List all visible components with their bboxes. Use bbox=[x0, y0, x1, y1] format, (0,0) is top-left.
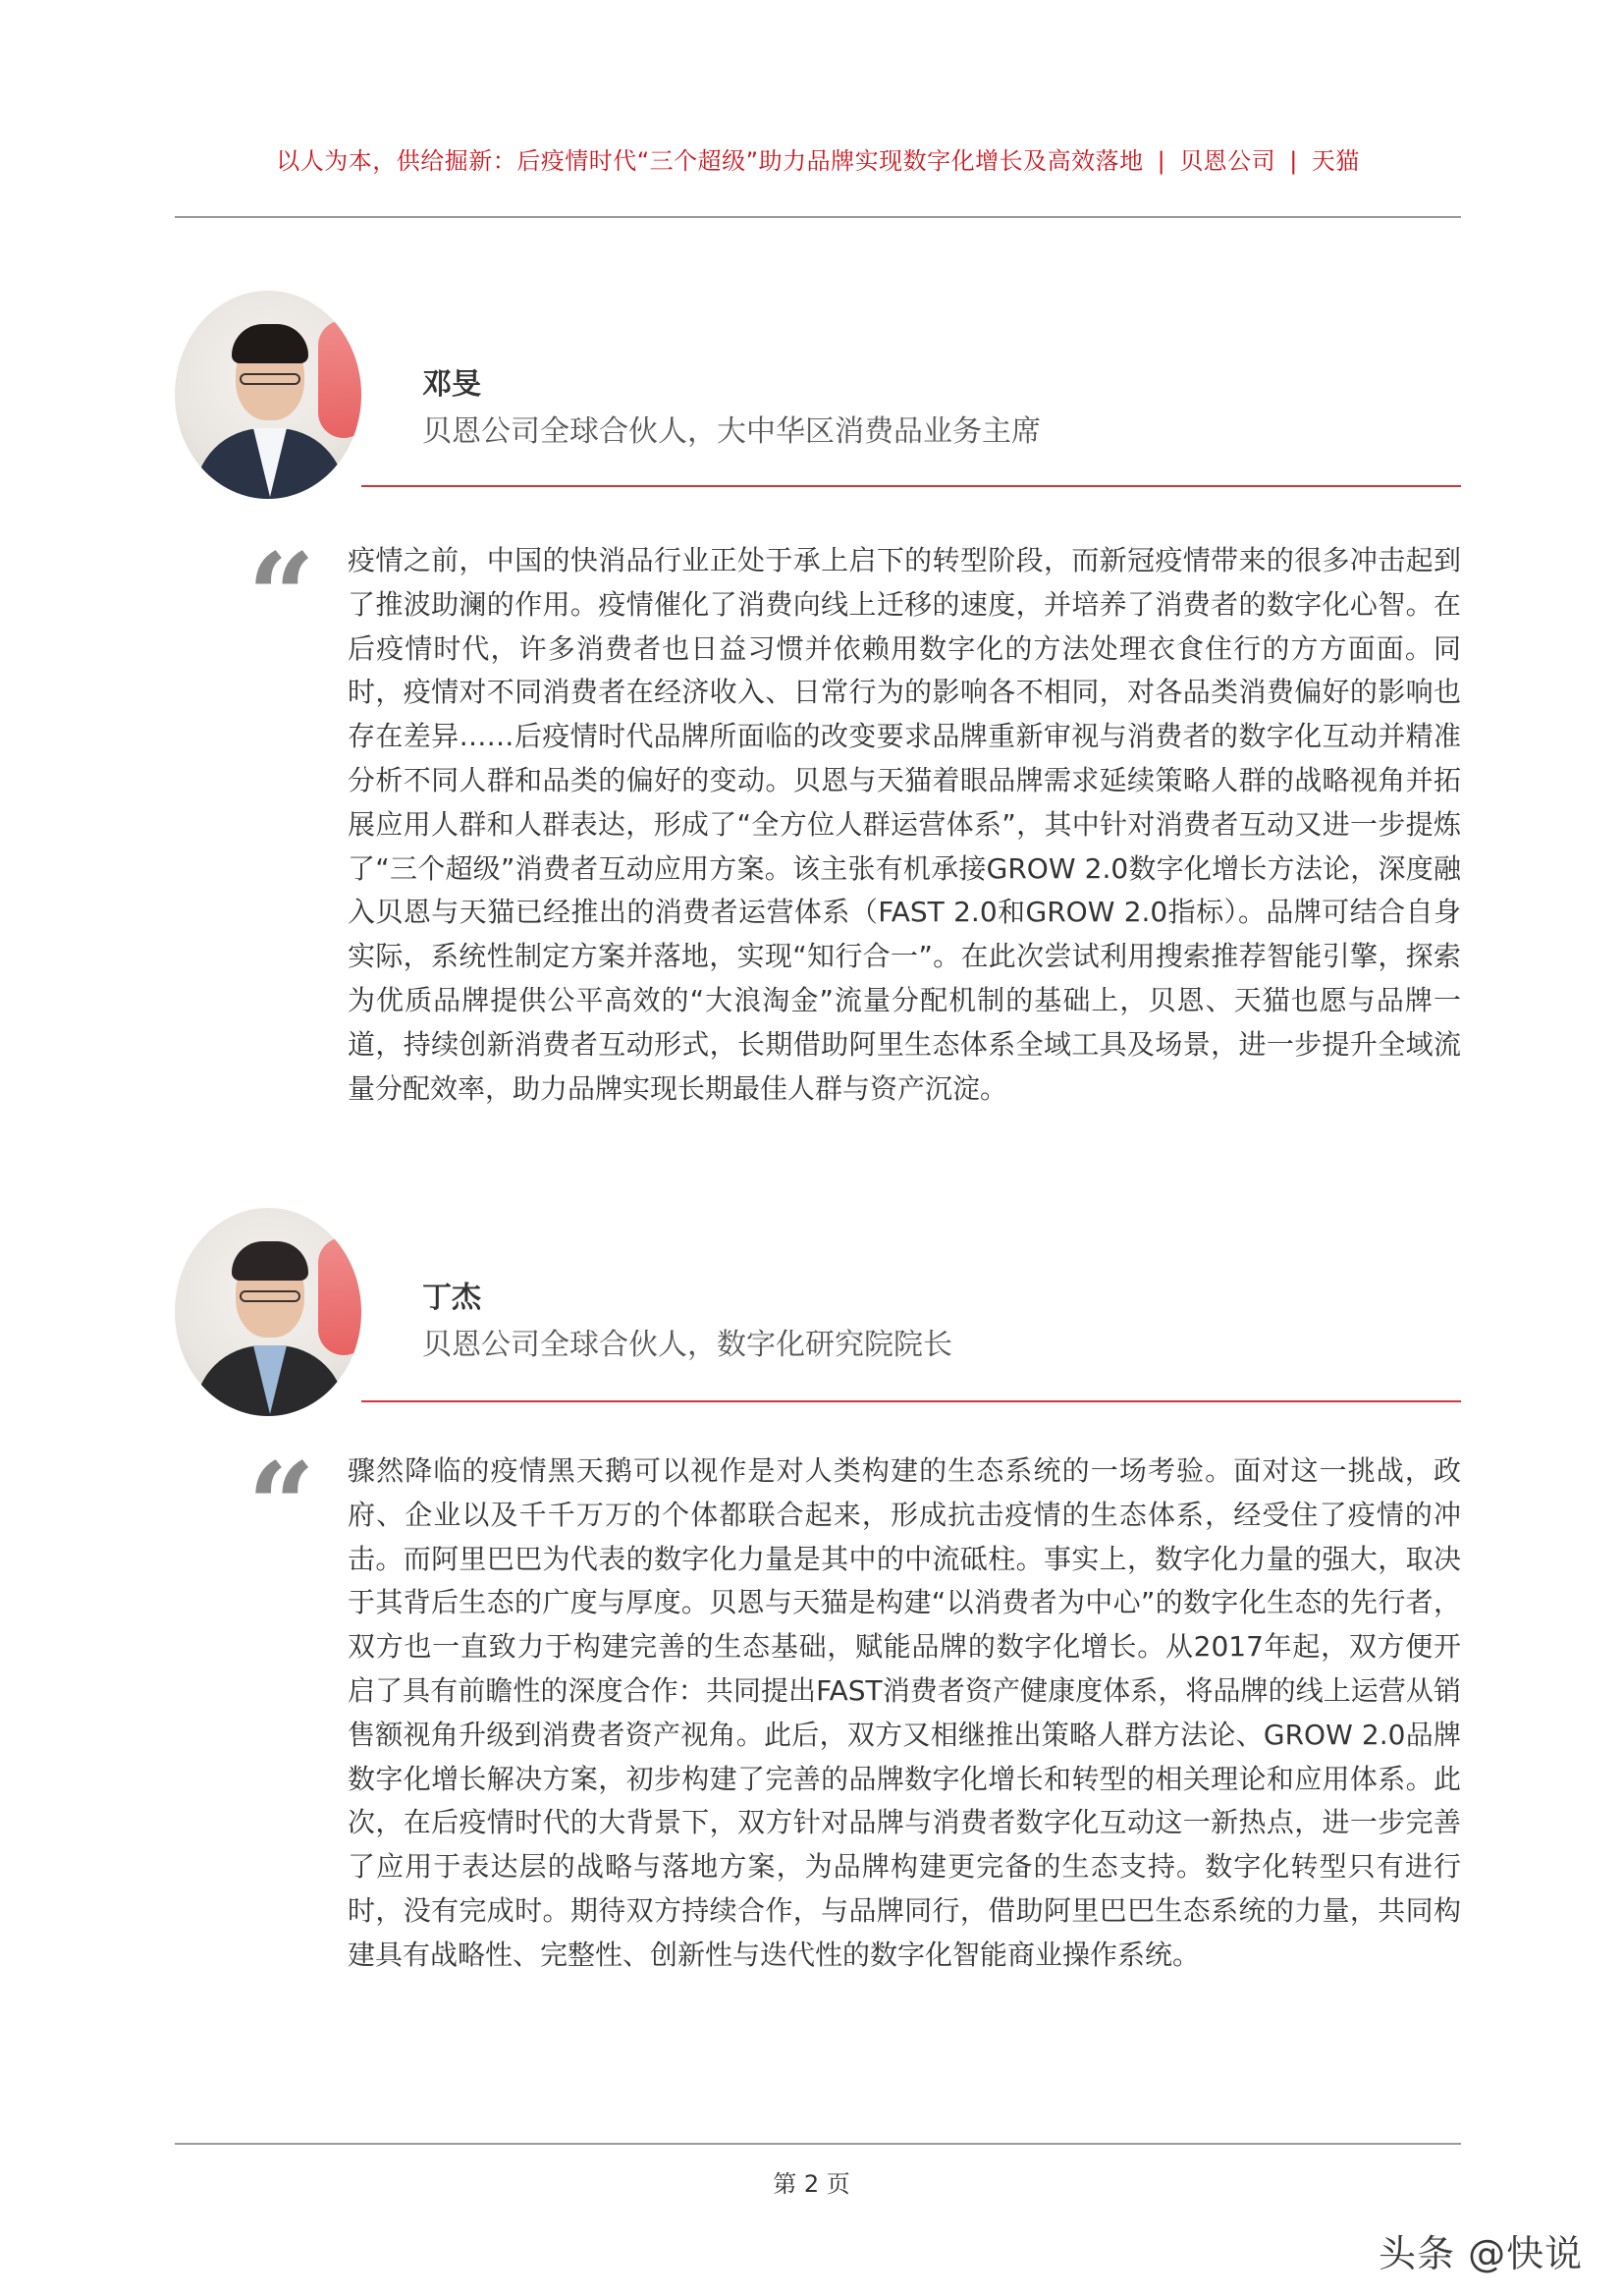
profile-title: 贝恩公司全球合伙人，数字化研究院院长 bbox=[422, 1328, 952, 1362]
page-number: 第 2 页 bbox=[773, 2170, 850, 2198]
header-divider bbox=[175, 216, 1461, 218]
header-partner: 天猫 bbox=[1311, 147, 1360, 175]
profile-divider bbox=[361, 1400, 1461, 1402]
header-separator: | bbox=[1157, 147, 1166, 175]
quote-mark-icon: “ bbox=[247, 1437, 302, 1575]
watermark: 头条 @快说 bbox=[1379, 2232, 1584, 2275]
quote-mark-icon: “ bbox=[247, 527, 302, 666]
footer-divider bbox=[175, 2143, 1461, 2145]
header-separator: | bbox=[1289, 147, 1298, 175]
profile-name: 邓旻 bbox=[422, 367, 481, 402]
quote-paragraph: 疫情之前，中国的快消品行业正处于承上启下的转型阶段，而新冠疫情带来的很多冲击起到了推波助澜的作用。疫情催化了消费向线上迁移的速度，并培养了消费者的数字化心智。在后疫情时代，许多消费者也日益习惯并依赖用数字化的方法处理衣食住行的方方面面。同时，疫情对不同消费者在经济收入、日常行为的影响各不相同，对各品类消费偏好的影响也存在差异……后疫情时代品牌所面临的改变要求品牌重新审视与消费者的数字化互动并精准分析不同人群和品类的偏好的变动。贝恩与天猫着眼品牌需求延续策略人群的战略视角并拓展应用人群和人群表达，形成了“全方位人群运营体系”，其中针对消费者互动又进一步提炼了“三个超级”消费者互动应用方案。该主张有机承接GROW 2.0数字化增长方法论，深度融入贝恩与天猫已经推出的消费者运营体系（FAST 2.0和GROW 2.0指标）。品牌可结合自身实际，系统性制定方案并落地，实现“知行合一”。在此次尝试利用搜索推荐智能引擎，探索为优质品牌提供公平高效的“大浪淘金”流量分配机制的基础上，贝恩、天猫也愿与品牌一道，持续创新消费者互动形式，长期借助阿里生态体系全域工具及场景，进一步提升全域流量分配效率，助力品牌实现长期最佳人群与资产沉淀。 bbox=[348, 544, 1461, 1105]
quote-paragraph: 骤然降临的疫情黑天鹅可以视作是对人类构建的生态系统的一场考验。面对这一挑战，政府、企业以及千千万万的个体都联合起来，形成抗击疫情的生态体系，经受住了疫情的冲击。而阿里巴巴为代表的数字化力量是其中的中流砥柱。事实上，数字化力量的强大，取决于其背后生态的广度与厚度。贝恩与天猫是构建“以消费者为中心”的数字化生态的先行者，双方也一直致力于构建完善的生态基础，赋能品牌的数字化增长。从2017年起，双方便开启了具有前瞻性的深度合作：共同提出FAST消费者资产健康度体系，将品牌的线上运营从销售额视角升级到消费者资产视角。此后，双方又相继推出策略人群方法论、GROW 2.0品牌数字化增长解决方案，初步构建了完善的品牌数字化增长和转型的相关理论和应用体系。此次，在后疫情时代的大背景下，双方针对品牌与消费者数字化互动这一新热点，进一步完善了应用于表达层的战略与落地方案，为品牌构建更完备的生态支持。数字化转型只有进行时，没有完成时。期待双方持续合作，与品牌同行，借助阿里巴巴生态系统的力量，共同构建具有战略性、完整性、创新性与迭代性的数字化智能商业操作系统。 bbox=[348, 1454, 1461, 1971]
portrait-photo bbox=[175, 1208, 361, 1416]
header-company: 贝恩公司 bbox=[1179, 147, 1276, 175]
profile-name: 丁杰 bbox=[422, 1281, 481, 1315]
profile-divider bbox=[361, 485, 1461, 487]
profile-title: 贝恩公司全球合伙人，大中华区消费品业务主席 bbox=[422, 414, 1041, 449]
report-title: 以人为本，供给掘新：后疫情时代“三个超级”助力品牌实现数字化增长及高效落地 bbox=[276, 147, 1144, 175]
report-header bbox=[175, 141, 1461, 176]
portrait-photo bbox=[175, 291, 361, 499]
